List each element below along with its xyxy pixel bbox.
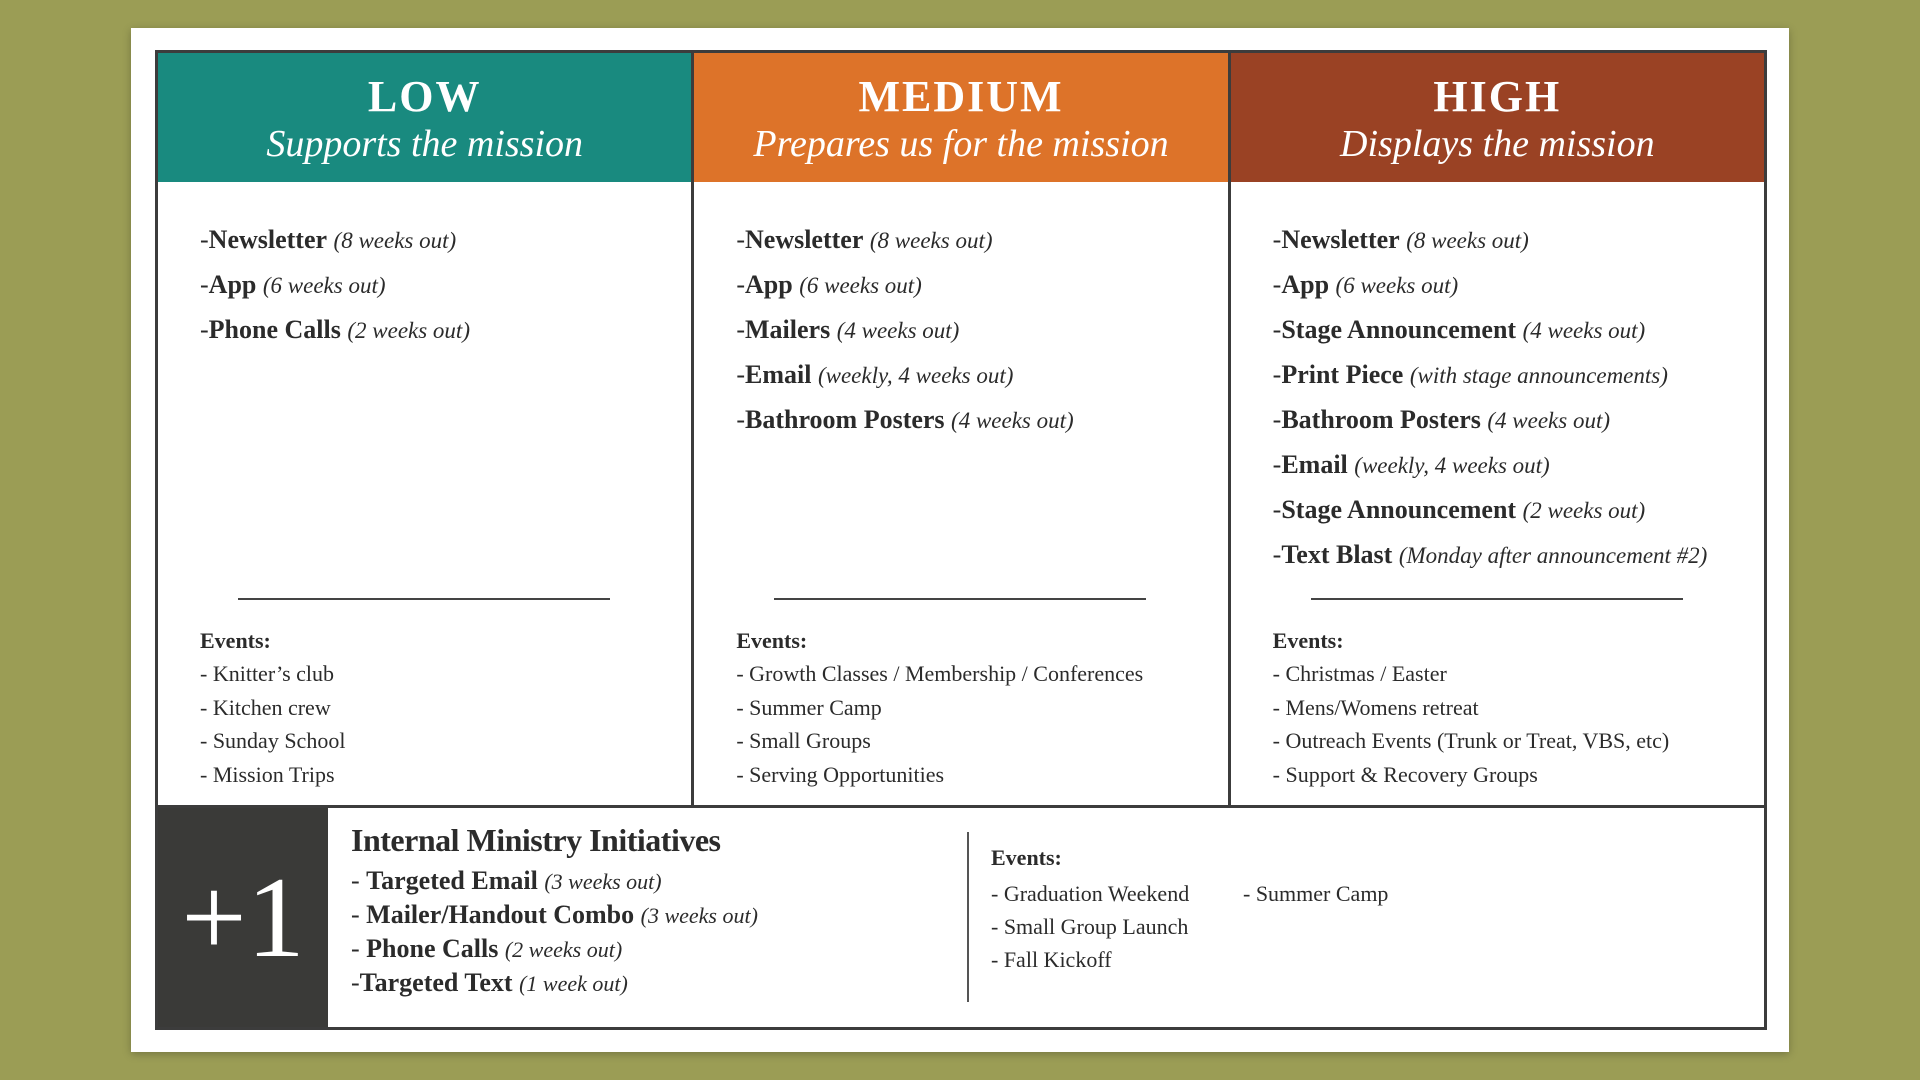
item-dash: - [351, 934, 360, 963]
events-list [736, 657, 1143, 791]
item-name: Targeted Email [366, 866, 538, 895]
item-note: (8 weeks out) [333, 228, 457, 253]
event-item: - Christmas / Easter [1272, 661, 1447, 686]
item-note: (6 weeks out) [262, 273, 386, 298]
item-note: (2 weeks out) [347, 318, 470, 343]
item-dash: - [1272, 225, 1282, 254]
events-block [736, 625, 1143, 791]
item-dash: - [200, 270, 209, 299]
channel-item [200, 263, 470, 308]
item-note: (4 weeks out) [836, 318, 960, 343]
events-block [200, 625, 345, 791]
item-dash: - [1272, 495, 1282, 524]
item-note: (4 weeks out) [1487, 408, 1611, 433]
initiative-item [351, 864, 758, 898]
events-label: Events: [991, 845, 1062, 870]
item-name: Newsletter [745, 225, 864, 254]
channel-list [1273, 218, 1708, 578]
events-label: Events: [200, 628, 271, 653]
item-name: Newsletter [208, 225, 328, 254]
item-name: App [1281, 270, 1330, 299]
divider-line [238, 598, 610, 600]
item-note: (6 weeks out) [799, 273, 922, 298]
channel-item [736, 398, 1073, 443]
item-note: (8 weeks out) [869, 228, 993, 253]
event-item: - Serving Opportunities [736, 761, 945, 787]
channel-item [736, 263, 1073, 308]
internal-ministry-section [158, 808, 1764, 1027]
column-medium [694, 53, 1230, 805]
initiatives-block [351, 818, 758, 1000]
event-item: - Support & Recovery Groups [1272, 761, 1538, 787]
initiative-item [351, 932, 758, 966]
item-note: (8 weeks out) [1406, 228, 1529, 253]
item-dash: - [736, 405, 745, 434]
item-name: Text Blast [1281, 540, 1393, 569]
item-note: (weekly, 4 weeks out) [1354, 453, 1550, 478]
item-dash: - [200, 225, 209, 254]
item-dash: - [736, 225, 745, 254]
events-block [1273, 625, 1670, 791]
events-label: Events: [736, 628, 808, 653]
channel-item [200, 308, 470, 353]
tier-grid [155, 50, 1767, 1030]
channel-item [1273, 533, 1708, 578]
column-title: HIGH [1433, 72, 1562, 121]
column-high-header [1231, 53, 1764, 182]
item-name: Email [1281, 450, 1348, 479]
item-note: (4 weeks out) [951, 408, 1074, 433]
item-name: Print Piece [1281, 360, 1404, 389]
tier-columns [158, 53, 1764, 808]
item-dash: - [351, 866, 360, 895]
plus-one-badge: +1 [158, 808, 328, 1027]
item-dash: - [736, 270, 745, 299]
column-subtitle: Supports the mission [266, 123, 584, 165]
events-list [1273, 657, 1670, 791]
initiatives-list [351, 864, 758, 1000]
item-name: Newsletter [1281, 225, 1400, 254]
item-name: Stage Announcement [1281, 315, 1517, 344]
event-item: - Sunday School [200, 728, 346, 753]
item-dash: - [1272, 315, 1282, 344]
item-name: Targeted Text [359, 968, 513, 997]
column-high [1231, 53, 1764, 805]
divider-line [1311, 598, 1683, 600]
item-note: (Monday after announcement #2) [1398, 543, 1708, 568]
item-name: Mailers [745, 315, 831, 344]
item-dash: - [736, 315, 745, 344]
divider-line [774, 598, 1146, 600]
channel-item [1273, 353, 1708, 398]
channel-list [200, 218, 470, 353]
column-title: LOW [367, 72, 482, 121]
item-dash: - [200, 315, 209, 344]
event-item: - Knitter’s club [200, 661, 335, 686]
item-name: App [208, 270, 257, 299]
item-dash: - [736, 360, 745, 389]
channel-item [1273, 308, 1708, 353]
event-item: - Summer Camp [736, 694, 882, 720]
item-dash: - [351, 968, 360, 997]
column-subtitle: Displays the mission [1340, 123, 1655, 165]
item-note: (weekly, 4 weeks out) [817, 363, 1014, 388]
item-dash: - [1272, 270, 1282, 299]
events-list [991, 877, 1189, 976]
column-low-header [158, 53, 691, 182]
slide-card [131, 28, 1789, 1052]
events-label: Events: [1272, 628, 1344, 653]
column-title: MEDIUM [858, 72, 1064, 121]
event-item: - Kitchen crew [200, 694, 331, 720]
item-name: App [745, 270, 793, 299]
channel-item [1273, 263, 1708, 308]
item-dash: - [1272, 360, 1282, 389]
item-name: Mailer/Handout Combo [366, 900, 635, 929]
channel-list [736, 218, 1073, 443]
event-item: - Mens/Womens retreat [1272, 694, 1479, 720]
event-item: - Fall Kickoff [991, 947, 1112, 972]
channel-item [736, 353, 1073, 398]
event-item: - Small Group Launch [991, 914, 1189, 939]
initiative-item [351, 898, 758, 932]
item-name: Phone Calls [366, 934, 499, 963]
event-item: - Graduation Weekend [991, 881, 1190, 906]
channel-item [1273, 488, 1708, 533]
channel-item [736, 218, 1073, 263]
section-divider [967, 832, 969, 1002]
event-item: - Small Groups [736, 728, 871, 753]
item-note: (2 weeks out) [504, 937, 623, 962]
item-note: (with stage announcements) [1409, 363, 1668, 388]
column-medium-header [694, 53, 1227, 182]
item-name: Phone Calls [208, 315, 341, 344]
item-note: (4 weeks out) [1522, 318, 1646, 343]
item-dash: - [351, 900, 360, 929]
item-dash: - [1272, 450, 1282, 479]
channel-item [1273, 443, 1708, 488]
item-note: (3 weeks out) [544, 869, 662, 894]
bottom-events-block [991, 842, 1389, 972]
item-note: (1 week out) [519, 971, 628, 996]
event-item: - Summer Camp [1243, 881, 1389, 906]
column-subtitle: Prepares us for the mission [753, 123, 1169, 165]
initiative-item [351, 966, 758, 1000]
item-dash: - [1272, 540, 1282, 569]
item-note: (6 weeks out) [1335, 273, 1459, 298]
channel-item [1273, 218, 1708, 263]
item-name: Stage Announcement [1281, 495, 1517, 524]
item-name: Email [745, 360, 812, 389]
event-item: - Outreach Events (Trunk or Treat, VBS, etc) [1272, 728, 1670, 753]
initiatives-title: Internal Ministry Initiatives [351, 822, 721, 858]
item-note: (3 weeks out) [640, 903, 758, 928]
events-list [1243, 877, 1388, 910]
item-dash: - [1272, 405, 1282, 434]
channel-item [200, 218, 470, 263]
channel-item [1273, 398, 1708, 443]
events-list [200, 657, 345, 791]
column-low [158, 53, 694, 805]
item-name: Bathroom Posters [1281, 405, 1481, 434]
channel-item [736, 308, 1073, 353]
item-note: (2 weeks out) [1522, 498, 1646, 523]
event-item: - Mission Trips [200, 761, 335, 787]
item-name: Bathroom Posters [745, 405, 945, 434]
event-item: - Growth Classes / Membership / Conferences [736, 661, 1144, 686]
